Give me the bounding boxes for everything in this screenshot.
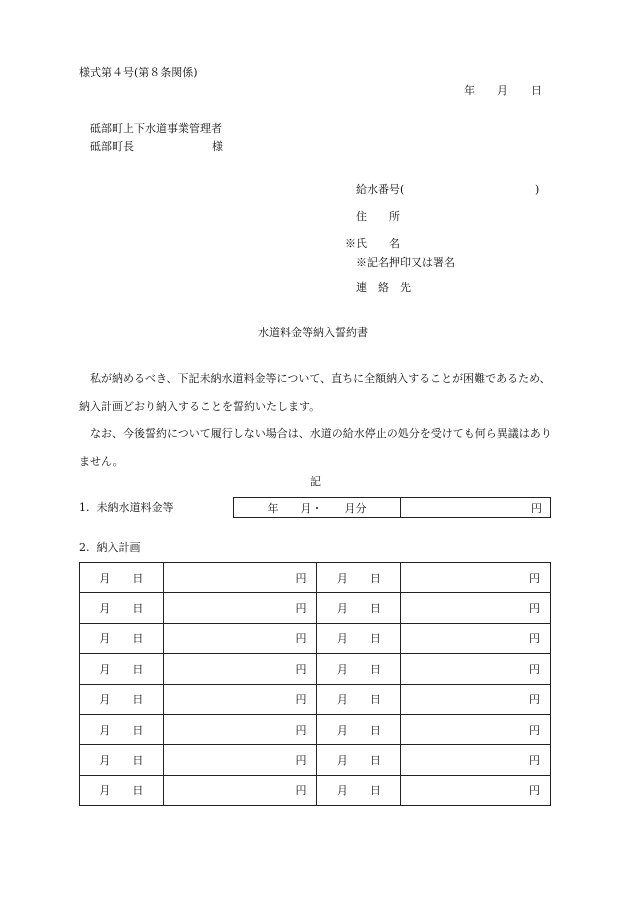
plan-amount-cell[interactable]: 円 [163,745,317,775]
plan-date-cell[interactable] [80,563,164,593]
plan-amount-cell[interactable]: 円 [163,563,317,593]
plan-date-cell[interactable] [80,745,164,775]
plan-row [80,684,551,714]
body-paragraph-2: なお、今後誓約について履行しない場合は、水道の給水停止の処分を受けても何ら異議はありません。 [79,427,552,468]
plan-date-cell[interactable] [317,684,401,714]
plan-day-label: 日 [132,723,144,737]
plan-month-label: 月 [336,723,348,737]
plan-date-cell[interactable] [80,593,164,623]
plan-date-cell[interactable] [80,654,164,684]
plan-row [80,714,551,744]
plan-amount-cell[interactable]: 円 [163,714,317,744]
plan-day-label: 日 [132,662,144,676]
plan-amount-cell[interactable]: 円 [401,745,551,775]
unpaid-yen-cell[interactable]: 円 [401,498,551,518]
plan-amount-cell[interactable]: 円 [401,684,551,714]
plan-month-label: 月 [336,693,348,707]
plan-date-cell[interactable] [317,593,401,623]
plan-row [80,563,551,593]
plan-day-label: 日 [132,753,144,767]
section1-label: 1. 未納水道料金等 [79,501,174,514]
plan-day-label: 日 [132,602,144,616]
plan-day-label: 日 [369,723,381,737]
plan-date-cell[interactable] [80,684,164,714]
plan-month-label: 月 [336,662,348,676]
plan-date-cell[interactable] [80,775,164,805]
plan-date-cell[interactable] [80,714,164,744]
plan-month-label: 月 [99,693,111,707]
plan-month-label: 月 [336,632,348,646]
plan-month-label: 月 [336,784,348,798]
plan-month-label: 月 [99,784,111,798]
plan-row [80,745,551,775]
plan-amount-cell[interactable]: 円 [401,623,551,653]
plan-month-label: 月 [99,723,111,737]
date-day-label: 日 [531,84,542,97]
water-number-label: 給水番号( [356,183,405,196]
plan-date-cell[interactable] [317,563,401,593]
plan-day-label: 日 [369,602,381,616]
plan-month-label: 月 [336,571,348,585]
plan-amount-cell[interactable]: 円 [401,593,551,623]
ki-label: 記 [310,475,321,488]
plan-day-label: 日 [369,693,381,707]
form-number: 様式第４号(第８条関係) [79,66,198,79]
plan-date-cell[interactable] [317,654,401,684]
plan-month-label: 月 [336,753,348,767]
plan-row [80,623,551,653]
unpaid-period-cell[interactable]: 年 月・ 月分 [234,498,401,518]
plan-day-label: 日 [132,632,144,646]
plan-amount-cell[interactable]: 円 [401,654,551,684]
payment-plan-table [79,562,551,806]
plan-amount-cell[interactable]: 円 [163,593,317,623]
plan-day-label: 日 [369,632,381,646]
plan-date-cell[interactable] [317,745,401,775]
addressee-honorific: 様 [212,140,223,153]
unpaid-amount-table [233,497,551,518]
signature-note: ※記名押印又は署名 [356,256,455,269]
plan-row [80,775,551,805]
addressee-line1: 砥部町上下水道事業管理者 [90,122,222,135]
plan-month-label: 月 [99,571,111,585]
plan-date-cell[interactable] [317,775,401,805]
address-label: 住 所 [356,210,400,223]
plan-month-label: 月 [99,662,111,676]
addressee-line2: 砥部町長 [90,140,134,153]
plan-month-label: 月 [99,753,111,767]
plan-month-label: 月 [336,602,348,616]
plan-amount-cell[interactable]: 円 [163,623,317,653]
plan-day-label: 日 [132,693,144,707]
plan-day-label: 日 [369,662,381,676]
date-month-label: 月 [497,84,508,97]
plan-amount-cell[interactable]: 円 [401,563,551,593]
plan-amount-cell[interactable]: 円 [401,775,551,805]
plan-day-label: 日 [369,753,381,767]
plan-amount-cell[interactable]: 円 [401,714,551,744]
plan-day-label: 日 [369,784,381,798]
plan-amount-cell[interactable]: 円 [163,654,317,684]
plan-amount-cell[interactable]: 円 [163,684,317,714]
water-number-close: ) [535,183,540,196]
plan-day-label: 日 [369,571,381,585]
contact-label: 連 絡 先 [356,281,411,294]
plan-date-cell[interactable] [317,714,401,744]
plan-day-label: 日 [132,784,144,798]
plan-date-cell[interactable] [317,623,401,653]
document-title: 水道料金等納入誓約書 [258,326,368,339]
plan-month-label: 月 [99,602,111,616]
section2-label: 2. 納入計画 [79,541,141,554]
plan-amount-cell[interactable]: 円 [163,775,317,805]
body-paragraph-1: 私が納めるべき、下記未納水道料金等について、直ちに全額納入することが困難であるため、納入計画どおり納入することを誓約いたします。 [79,372,551,413]
plan-month-label: 月 [99,632,111,646]
plan-day-label: 日 [132,571,144,585]
date-year-label: 年 [464,84,475,97]
plan-row [80,654,551,684]
plan-date-cell[interactable] [80,623,164,653]
plan-row [80,593,551,623]
name-label: ※氏 名 [345,237,400,250]
